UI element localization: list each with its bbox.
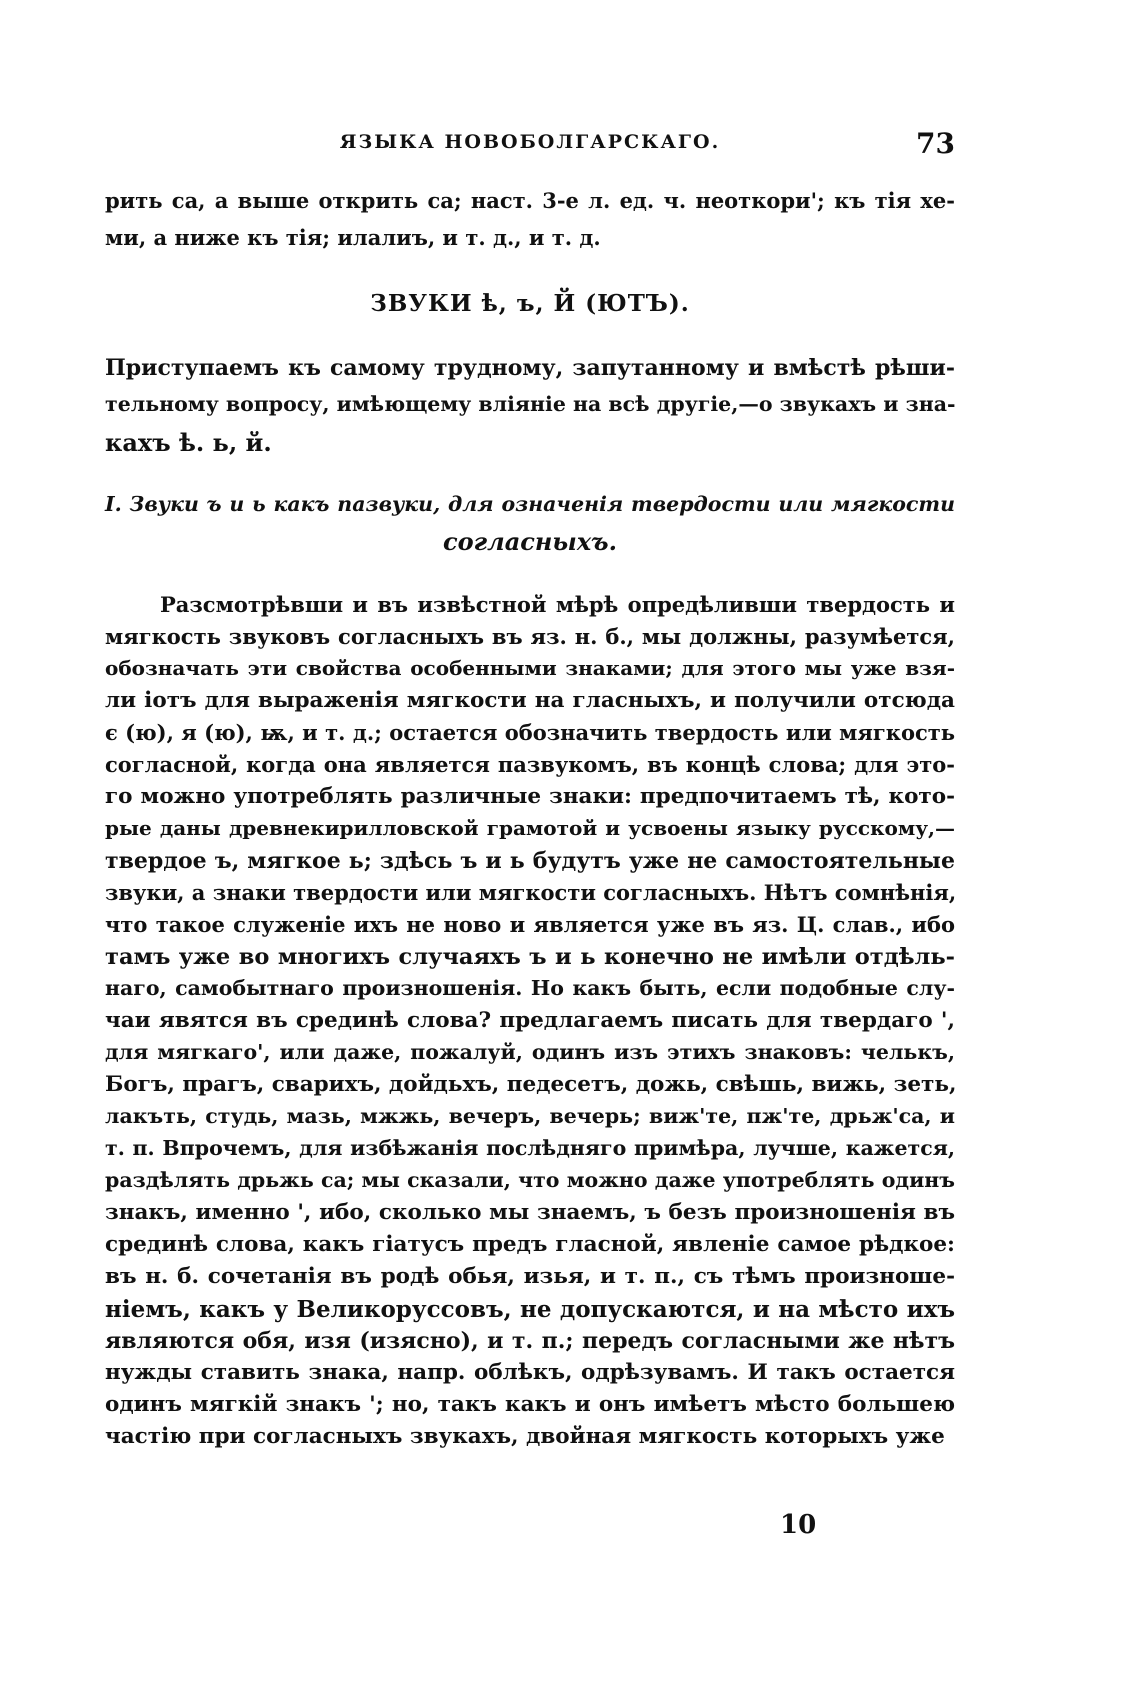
text-line: ніемъ, какъ у Великоруссовъ, не допускаются, и на мѣсто ихъ — [105, 1296, 955, 1323]
text-line: срединѣ слова, какъ гіатусъ предъ гласной, явленіе самое рѣдкое: — [105, 1232, 955, 1257]
text-line: одинъ мягкій знакъ '; но, такъ какъ и онъ имѣетъ мѣсто большею — [105, 1392, 955, 1417]
text-line: нужды ставить знака, напр. облѣкъ, одрѣзувамъ. И такъ остается — [105, 1360, 955, 1385]
signature-mark: 10 — [780, 1510, 817, 1540]
text-line: кахъ ѣ. ь, й. — [105, 428, 272, 457]
text-line: тельному вопросу, имѣющему вліяніе на всѣ другіе,—о звукахъ и зна- — [105, 392, 956, 416]
text-line: рить са, а выше открить са; наст. 3-е л. ед. ч. неоткори'; къ тія хе- — [105, 188, 955, 213]
text-line: обозначать эти свойства особенными знаками; для этого мы уже взя- — [105, 656, 955, 680]
section-heading: ЗВУКИ ѣ, ъ, Й (ЮТЪ). — [370, 290, 690, 317]
subheading-line: согласныхъ. — [443, 527, 617, 556]
running-head — [105, 127, 955, 161]
text-line: частію при согласныхъ звукахъ, двойная мягкость которыхъ уже — [105, 1424, 945, 1449]
text-line: наго, самобытнаго произношенія. Но какъ быть, если подобные слу- — [105, 976, 955, 1000]
text-line: являются обя, изя (изясно), и т. п.; передъ согласными же нѣтъ — [105, 1328, 955, 1354]
text-line: ми, а ниже къ тія; илалиъ, и т. д., и т. д. — [105, 225, 601, 250]
subheading-line: I. Звуки ъ и ь какъ пазвуки, для означенія твердости или мягкости — [105, 492, 955, 516]
page-number: 73 — [916, 127, 955, 160]
text-line: тамъ уже во многихъ случаяхъ ъ и ь конечно не имѣли отдѣль- — [105, 944, 955, 970]
running-title: ЯЗЫКА НОВОБОЛГАРСКАГО. — [339, 131, 721, 153]
text-line: что такое служеніе ихъ не ново и является уже въ яз. Ц. слав., ибо — [105, 912, 955, 937]
text-line: раздѣлять дрьжь са; мы сказали, что можно даже употреблять одинъ — [105, 1168, 955, 1192]
text-line: знакъ, именно ', ибо, сколько мы знаемъ, ъ безъ произношенія въ — [105, 1200, 955, 1225]
text-line: т. п. Впрочемъ, для избѣжанія послѣдняго примѣра, лучше, кажется, — [105, 1136, 955, 1160]
text-line: въ н. б. сочетанія въ родѣ обья, изья, и т. п., съ тѣмъ произноше- — [105, 1264, 955, 1289]
text-line: лакъть, студь, мазь, мжжь, вечеръ, вечерь; виж'те, пж'те, дрьж'са, и — [105, 1104, 955, 1128]
text-line: мягкость звуковъ согласныхъ въ яз. н. б., мы должны, разумѣется, — [105, 624, 955, 649]
text-line: для мягкаго', или даже, пожалуй, одинъ изъ этихъ знаковъ: челькъ, — [105, 1040, 955, 1064]
text-line: звуки, а знаки твердости или мягкости согласныхъ. Нѣтъ сомнѣнія, — [105, 880, 957, 905]
text-line: Разсмотрѣвши и въ извѣстной мѣрѣ опредѣливши твердость и — [160, 592, 955, 617]
text-line: согласной, когда она является пазвукомъ, въ концѣ слова; для это- — [105, 752, 955, 777]
text-line: чаи явятся въ срединѣ слова? предлагаемъ писать для твердаго ', — [105, 1008, 955, 1033]
text-line: є (ю), я (ю), ѭ, и т. д.; остается обозначить твердость или мягкость — [105, 720, 955, 745]
text-line: ли іотъ для выраженія мягкости на гласныхъ, и получили отсюда — [105, 688, 955, 713]
text-line: рые даны древнекирилловской грамотой и усвоены языку русскому,— — [105, 816, 955, 840]
text-line: твердое ъ, мягкое ь; здѣсь ъ и ь будутъ уже не самостоятельные — [105, 848, 955, 874]
text-line: го можно употреблять различные знаки: предпочитаемъ тѣ, кото- — [105, 784, 955, 809]
text-line: Богъ, прагъ, сварихъ, дойдьхъ, педесетъ, дожь, свѣшь, вижь, зеть, — [105, 1072, 957, 1097]
text-line: Приступаемъ къ самому трудному, запутанному и вмѣстѣ рѣши- — [105, 355, 955, 381]
